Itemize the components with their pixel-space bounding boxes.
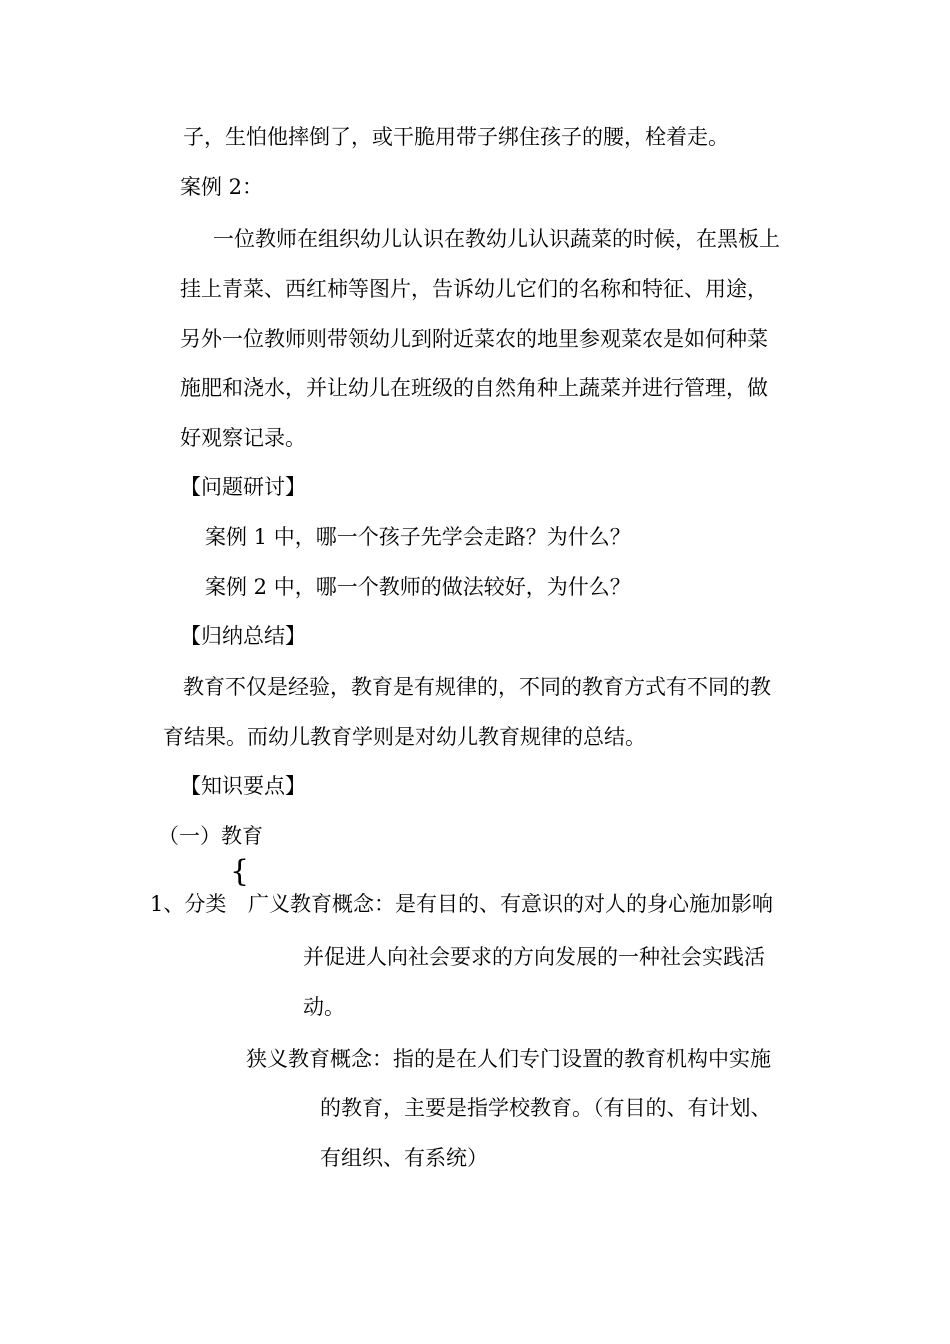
text-line-4: 挂上青菜、西红柿等图片，告诉幼儿它们的名称和特征、用途， <box>180 277 768 301</box>
subsection-education: （一）教育 <box>158 824 263 848</box>
question-1: 案例 1 中，哪一个孩子先学会走路？为什么？ <box>205 525 631 549</box>
broad-definition-line-1: 广义教育概念：是有目的、有意识的对人的身心施加影响 <box>248 892 773 916</box>
brace-symbol: { <box>230 854 250 889</box>
section-summary: 【归纳总结】 <box>180 624 306 648</box>
narrow-definition-line-1: 狭义教育概念：指的是在人们专门设置的教育机构中实施 <box>246 1047 771 1071</box>
summary-line-2: 育结果。而幼儿教育学则是对幼儿教育规律的总结。 <box>163 725 646 749</box>
classification-label: 1、分类 <box>150 892 227 916</box>
narrow-definition-line-2: 的教育，主要是指学校教育。（有目的、有计划、 <box>320 1096 772 1120</box>
case-2-heading: 案例 2： <box>180 175 264 199</box>
section-key-points: 【知识要点】 <box>180 774 306 798</box>
text-line-3: 一位教师在组织幼儿认识在教幼儿认识蔬菜的时候，在黑板上 <box>213 227 780 251</box>
question-2: 案例 2 中，哪一个教师的做法较好，为什么？ <box>205 575 631 599</box>
text-line-1: 子，生怕他摔倒了，或干脆用带子绑住孩子的腰，栓着走。 <box>183 125 729 149</box>
section-problem-discussion: 【问题研讨】 <box>180 475 306 499</box>
text-line-5: 另外一位教师则带领幼儿到附近菜农的地里参观菜农是如何种菜 <box>180 327 768 351</box>
broad-definition-line-3: 动。 <box>303 995 345 1019</box>
narrow-definition-line-3: 有组织、有系统） <box>320 1146 488 1170</box>
summary-line-1: 教育不仅是经验，教育是有规律的，不同的教育方式有不同的教 <box>183 675 771 699</box>
text-line-7: 好观察记录。 <box>180 426 306 450</box>
text-line-6: 施肥和浇水，并让幼儿在班级的自然角种上蔬菜并进行管理，做 <box>180 376 768 400</box>
broad-definition-line-2: 并促进人向社会要求的方向发展的一种社会实践活 <box>303 945 765 969</box>
